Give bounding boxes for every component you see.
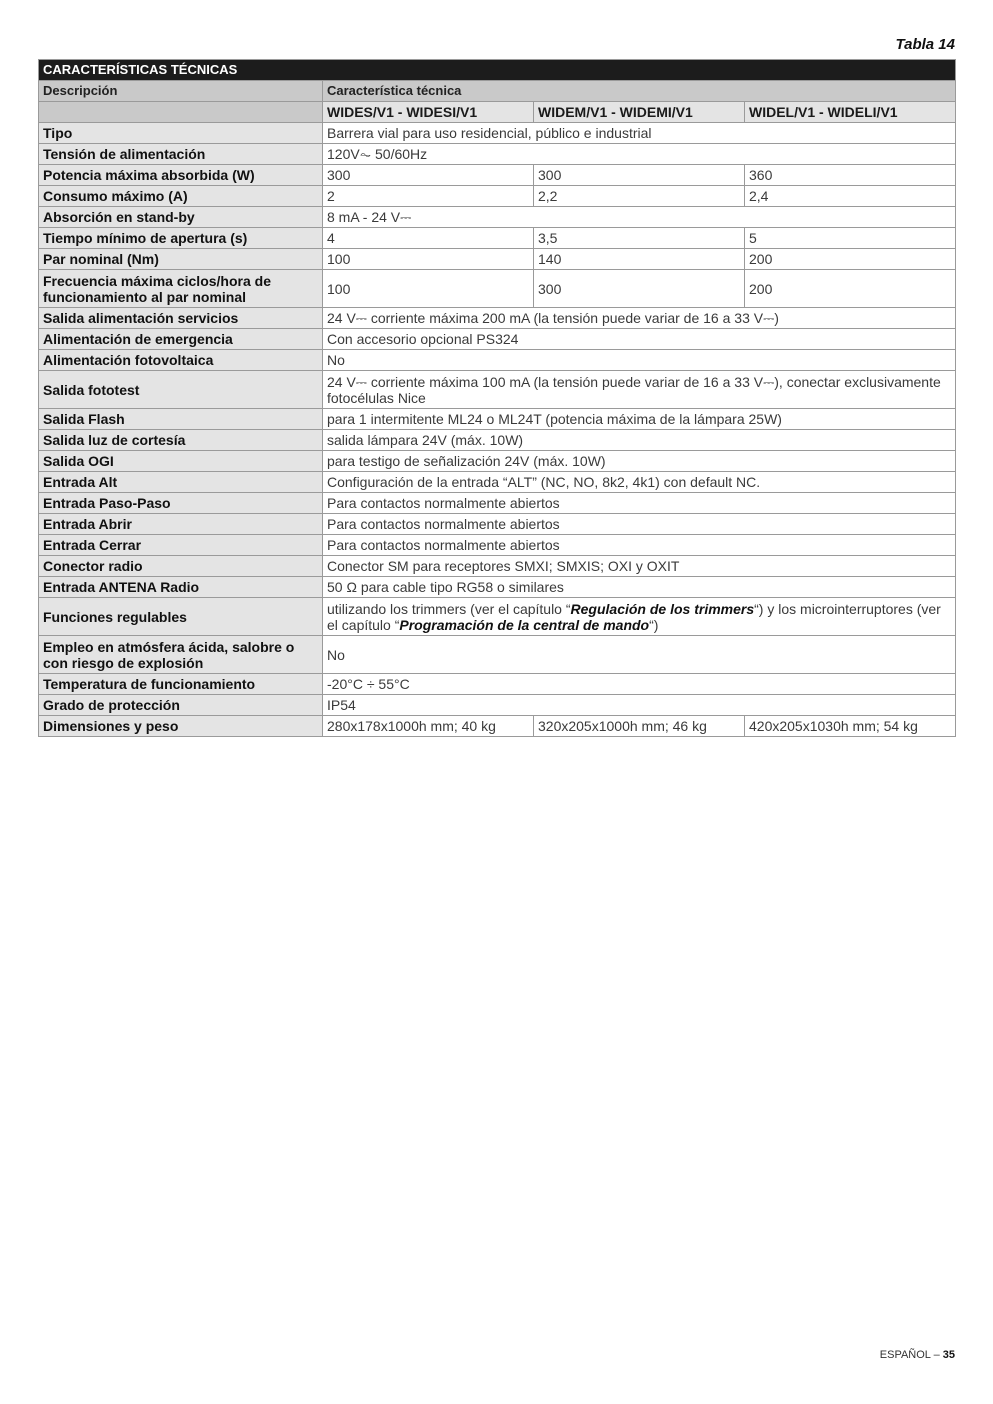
table-row xyxy=(39,556,956,577)
row-value-s: 2 xyxy=(323,186,534,207)
table-row xyxy=(39,186,956,207)
value-text: “) y los microinterruptores (ver el capítulo “ xyxy=(327,600,941,633)
table-row xyxy=(39,308,956,329)
row-label: Tensión de alimentación xyxy=(39,144,323,165)
chapter-reference: Regulación de los trimmers xyxy=(570,600,755,617)
table-row xyxy=(39,451,956,472)
row-value: para 1 intermitente ML24 o ML24T (potencia máxima de la lámpara 25W) xyxy=(323,409,956,430)
row-label: Salida alimentación servicios xyxy=(39,308,323,329)
table-row xyxy=(39,228,956,249)
row-value-m: 2,2 xyxy=(534,186,745,207)
table-row xyxy=(39,514,956,535)
row-value-s: 100 xyxy=(323,249,534,270)
row-value: salida lámpara 24V (máx. 10W) xyxy=(323,430,956,451)
table-row xyxy=(39,249,956,270)
table-row xyxy=(39,636,956,674)
table-row xyxy=(39,165,956,186)
row-label: Grado de protección xyxy=(39,695,323,716)
row-value-l: 420x205x1030h mm; 54 kg xyxy=(745,716,956,737)
row-value xyxy=(323,598,956,636)
row-label: Absorción en stand-by xyxy=(39,207,323,228)
table-row xyxy=(39,577,956,598)
row-value-l: 2,4 xyxy=(745,186,956,207)
row-label: Potencia máxima absorbida (W) xyxy=(39,165,323,186)
table-row xyxy=(39,144,956,165)
row-value-s: 280x178x1000h mm; 40 kg xyxy=(323,716,534,737)
row-label: Temperatura de funcionamiento xyxy=(39,674,323,695)
table-row xyxy=(39,371,956,409)
row-value: No xyxy=(323,636,956,674)
row-label: Consumo máximo (A) xyxy=(39,186,323,207)
row-value: Barrera vial para uso residencial, público e industrial xyxy=(323,123,956,144)
table-row xyxy=(39,329,956,350)
spec-header: Característica técnica xyxy=(323,81,956,102)
table-title: CARACTERÍSTICAS TÉCNICAS xyxy=(39,60,956,81)
row-value-m: 140 xyxy=(534,249,745,270)
row-label: Alimentación fotovoltaica xyxy=(39,350,323,371)
row-value-m: 3,5 xyxy=(534,228,745,249)
table-row xyxy=(39,350,956,371)
row-value: Para contactos normalmente abiertos xyxy=(323,535,956,556)
table-row xyxy=(39,535,956,556)
row-label: Entrada ANTENA Radio xyxy=(39,577,323,598)
page-footer xyxy=(880,1349,955,1361)
value-text: “) xyxy=(649,616,659,633)
footer-language: ESPAÑOL – xyxy=(879,1349,943,1361)
row-label: Salida OGI xyxy=(39,451,323,472)
row-label: Funciones regulables xyxy=(39,598,323,636)
row-label: Entrada Abrir xyxy=(39,514,323,535)
row-value-s: 100 xyxy=(323,270,534,308)
row-value-l: 200 xyxy=(745,270,956,308)
row-value-m: 300 xyxy=(534,165,745,186)
row-label: Conector radio xyxy=(39,556,323,577)
row-label: Alimentación de emergencia xyxy=(39,329,323,350)
row-value-l: 5 xyxy=(745,228,956,249)
row-value: -20°C ÷ 55°C xyxy=(323,674,956,695)
table-row xyxy=(39,674,956,695)
model-header-s: WIDES/V1 - WIDESI/V1 xyxy=(323,102,534,123)
page-number: 35 xyxy=(942,1349,955,1361)
table-row xyxy=(39,430,956,451)
row-label: Entrada Paso-Paso xyxy=(39,493,323,514)
row-value: Conector SM para receptores SMXI; SMXIS; OXI y OXIT xyxy=(323,556,956,577)
row-value-m: 300 xyxy=(534,270,745,308)
table-caption: Tabla 14 xyxy=(895,36,955,53)
row-value: 120V⏦ 50/60Hz xyxy=(323,144,956,165)
row-label: Frecuencia máxima ciclos/hora de funcionamiento al par nominal xyxy=(39,270,323,308)
model-header-blank xyxy=(39,102,323,123)
row-value: Con accesorio opcional PS324 xyxy=(323,329,956,350)
table-row xyxy=(39,598,956,636)
row-value: 8 mA - 24 V⎓ xyxy=(323,207,956,228)
row-value: 24 V⎓ corriente máxima 200 mA (la tensión puede variar de 16 a 33 V⎓) xyxy=(323,308,956,329)
row-label: Dimensiones y peso xyxy=(39,716,323,737)
row-value-s: 300 xyxy=(323,165,534,186)
table-row xyxy=(39,493,956,514)
row-value: Para contactos normalmente abiertos xyxy=(323,493,956,514)
row-value-l: 200 xyxy=(745,249,956,270)
row-value: para testigo de señalización 24V (máx. 10W) xyxy=(323,451,956,472)
row-value: No xyxy=(323,350,956,371)
table-row xyxy=(39,270,956,308)
row-label: Salida fototest xyxy=(39,371,323,409)
table-row xyxy=(39,207,956,228)
chapter-reference: Programación de la central de mando xyxy=(399,616,650,633)
row-label: Tipo xyxy=(39,123,323,144)
row-value: Configuración de la entrada “ALT” (NC, NO, 8k2, 4k1) con default NC. xyxy=(323,472,956,493)
table-row xyxy=(39,695,956,716)
row-label: Par nominal (Nm) xyxy=(39,249,323,270)
table-row xyxy=(39,472,956,493)
table-row xyxy=(39,716,956,737)
description-header: Descripción xyxy=(39,81,323,102)
row-label: Salida luz de cortesía xyxy=(39,430,323,451)
row-value-m: 320x205x1000h mm; 46 kg xyxy=(534,716,745,737)
row-label: Entrada Alt xyxy=(39,472,323,493)
row-value-s: 4 xyxy=(323,228,534,249)
model-header-l: WIDEL/V1 - WIDELI/V1 xyxy=(745,102,956,123)
row-value: IP54 xyxy=(323,695,956,716)
row-value: Para contactos normalmente abiertos xyxy=(323,514,956,535)
table-row xyxy=(39,123,956,144)
row-label: Empleo en atmósfera ácida, salobre o con riesgo de explosión xyxy=(39,636,323,674)
row-label: Salida Flash xyxy=(39,409,323,430)
row-label: Tiempo mínimo de apertura (s) xyxy=(39,228,323,249)
model-header-m: WIDEM/V1 - WIDEMI/V1 xyxy=(534,102,745,123)
table-row xyxy=(39,409,956,430)
row-value: 50 Ω para cable tipo RG58 o similares xyxy=(323,577,956,598)
technical-specs-table xyxy=(38,59,956,737)
value-text: utilizando los trimmers (ver el capítulo “ xyxy=(327,600,571,617)
row-value: 24 V⎓ corriente máxima 100 mA (la tensión puede variar de 16 a 33 V⎓), conectar exclusivamente fotocélulas Nice xyxy=(323,371,956,409)
row-value-l: 360 xyxy=(745,165,956,186)
row-label: Entrada Cerrar xyxy=(39,535,323,556)
